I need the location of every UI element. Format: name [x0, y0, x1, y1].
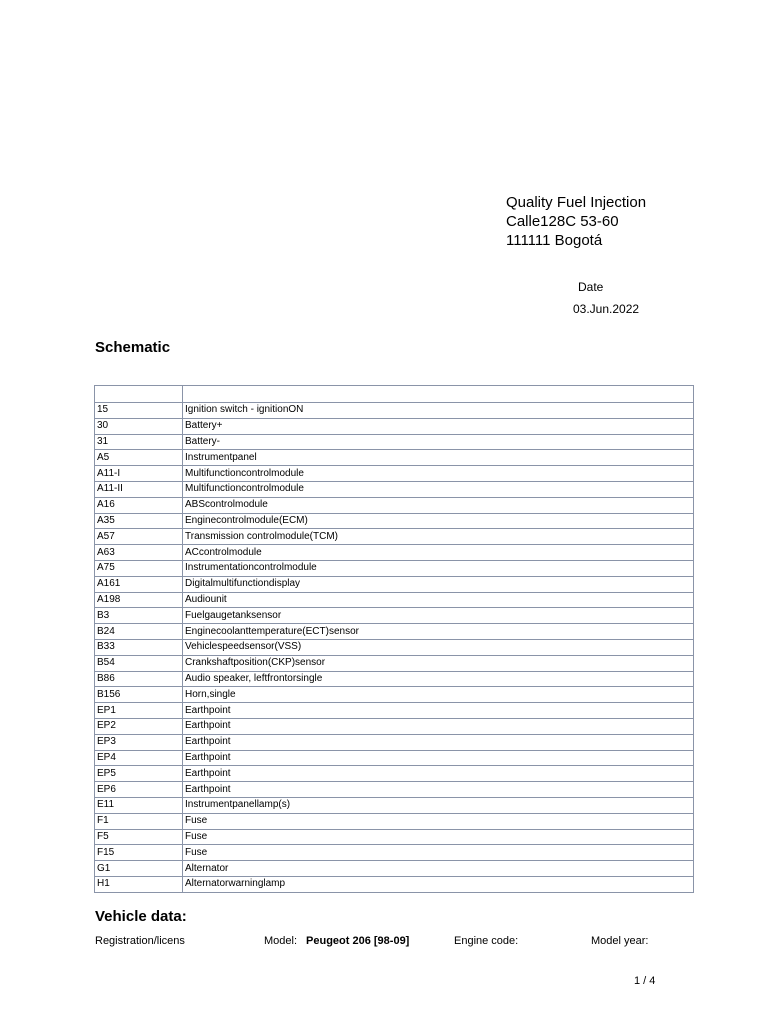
component-code: 15 — [95, 403, 183, 419]
component-code: E11 — [95, 797, 183, 813]
legend-header-row — [95, 386, 694, 403]
engine-code-label: Engine code: — [454, 935, 519, 947]
table-row — [95, 497, 694, 513]
table-row — [95, 639, 694, 655]
component-description: Earthpoint — [183, 750, 694, 766]
company-name: Quality Fuel Injection — [506, 194, 647, 211]
legend-table-body — [95, 386, 694, 893]
component-description: Instrumentpanellamp(s) — [183, 797, 694, 813]
component-description: Instrumentpanel — [183, 450, 694, 466]
component-code: A5 — [95, 450, 183, 466]
table-row — [95, 481, 694, 497]
vehicle-data-title: Vehicle data: — [95, 908, 187, 925]
component-code: A198 — [95, 592, 183, 608]
component-description: Instrumentationcontrolmodule — [183, 560, 694, 576]
component-code: EP2 — [95, 718, 183, 734]
table-row — [95, 592, 694, 608]
table-row — [95, 576, 694, 592]
component-code: A63 — [95, 545, 183, 561]
table-row — [95, 782, 694, 798]
component-code: F15 — [95, 845, 183, 861]
component-description: Fuelgaugetanksensor — [183, 608, 694, 624]
component-description: Multifunctioncontrolmodule — [183, 466, 694, 482]
model-value: Peugeot 206 [98-09] — [306, 935, 410, 947]
table-row — [95, 766, 694, 782]
component-code: EP5 — [95, 766, 183, 782]
legend-table — [94, 385, 694, 893]
table-row — [95, 545, 694, 561]
component-code: B3 — [95, 608, 183, 624]
component-description: Earthpoint — [183, 703, 694, 719]
model-field — [264, 935, 409, 947]
table-row — [95, 687, 694, 703]
component-description: Alternator — [183, 861, 694, 877]
component-code: B24 — [95, 624, 183, 640]
table-row — [95, 750, 694, 766]
component-code: EP4 — [95, 750, 183, 766]
component-code: EP1 — [95, 703, 183, 719]
component-code: 30 — [95, 418, 183, 434]
component-description: Alternatorwarninglamp — [183, 876, 694, 892]
table-row — [95, 513, 694, 529]
component-code: A11-I — [95, 466, 183, 482]
component-code: B86 — [95, 671, 183, 687]
component-description: Earthpoint — [183, 734, 694, 750]
component-description: Horn,single — [183, 687, 694, 703]
component-description: Multifunctioncontrolmodule — [183, 481, 694, 497]
table-row — [95, 718, 694, 734]
table-row — [95, 450, 694, 466]
component-code: 31 — [95, 434, 183, 450]
table-row — [95, 734, 694, 750]
company-street: Calle128C 53-60 — [506, 213, 619, 230]
table-row — [95, 655, 694, 671]
component-code: A11-II — [95, 481, 183, 497]
component-description: Ignition switch - ignitionON — [183, 403, 694, 419]
component-code: A75 — [95, 560, 183, 576]
legend-header-desc-cell — [183, 386, 694, 403]
component-description: Earthpoint — [183, 718, 694, 734]
component-description: Fuse — [183, 813, 694, 829]
table-row — [95, 608, 694, 624]
component-description: Audio speaker, leftfrontorsingle — [183, 671, 694, 687]
date-value: 03.Jun.2022 — [573, 302, 640, 316]
component-code: A57 — [95, 529, 183, 545]
component-code: EP3 — [95, 734, 183, 750]
company-city: 111111 Bogotá — [506, 232, 603, 249]
component-code: B33 — [95, 639, 183, 655]
component-description: Fuse — [183, 829, 694, 845]
model-label: Model: — [264, 935, 298, 947]
component-description: Crankshaftposition(CKP)sensor — [183, 655, 694, 671]
component-description: Earthpoint — [183, 766, 694, 782]
component-code: F5 — [95, 829, 183, 845]
component-description: Fuse — [183, 845, 694, 861]
table-row — [95, 829, 694, 845]
component-description: ACcontrolmodule — [183, 545, 694, 561]
section-title: Schematic — [95, 339, 171, 356]
component-description: Transmission controlmodule(TCM) — [183, 529, 694, 545]
component-description: Digitalmultifunctiondisplay — [183, 576, 694, 592]
component-description: Battery- — [183, 434, 694, 450]
table-row — [95, 671, 694, 687]
table-row — [95, 624, 694, 640]
table-row — [95, 418, 694, 434]
component-code: H1 — [95, 876, 183, 892]
legend-header-code-cell — [95, 386, 183, 403]
table-row — [95, 876, 694, 892]
component-description: Vehiclespeedsensor(VSS) — [183, 639, 694, 655]
table-row — [95, 861, 694, 877]
component-description: Battery+ — [183, 418, 694, 434]
table-row — [95, 560, 694, 576]
component-description: Enginecontrolmodule(ECM) — [183, 513, 694, 529]
component-description: Enginecoolanttemperature(ECT)sensor — [183, 624, 694, 640]
component-code: B54 — [95, 655, 183, 671]
component-code: EP6 — [95, 782, 183, 798]
table-row — [95, 797, 694, 813]
component-description: Audiounit — [183, 592, 694, 608]
component-code: F1 — [95, 813, 183, 829]
page-number: 1 / 4 — [634, 975, 656, 987]
component-code: A161 — [95, 576, 183, 592]
date-label: Date — [578, 280, 604, 294]
table-row — [95, 529, 694, 545]
table-row — [95, 403, 694, 419]
component-description: ABScontrolmodule — [183, 497, 694, 513]
company-address — [506, 193, 646, 250]
component-code: A16 — [95, 497, 183, 513]
table-row — [95, 434, 694, 450]
table-row — [95, 845, 694, 861]
component-code: G1 — [95, 861, 183, 877]
model-year-label: Model year: — [591, 935, 649, 947]
registration-label: Registration/licens — [95, 935, 185, 947]
table-row — [95, 813, 694, 829]
table-row — [95, 466, 694, 482]
component-code: A35 — [95, 513, 183, 529]
component-code: B156 — [95, 687, 183, 703]
component-description: Earthpoint — [183, 782, 694, 798]
table-row — [95, 703, 694, 719]
